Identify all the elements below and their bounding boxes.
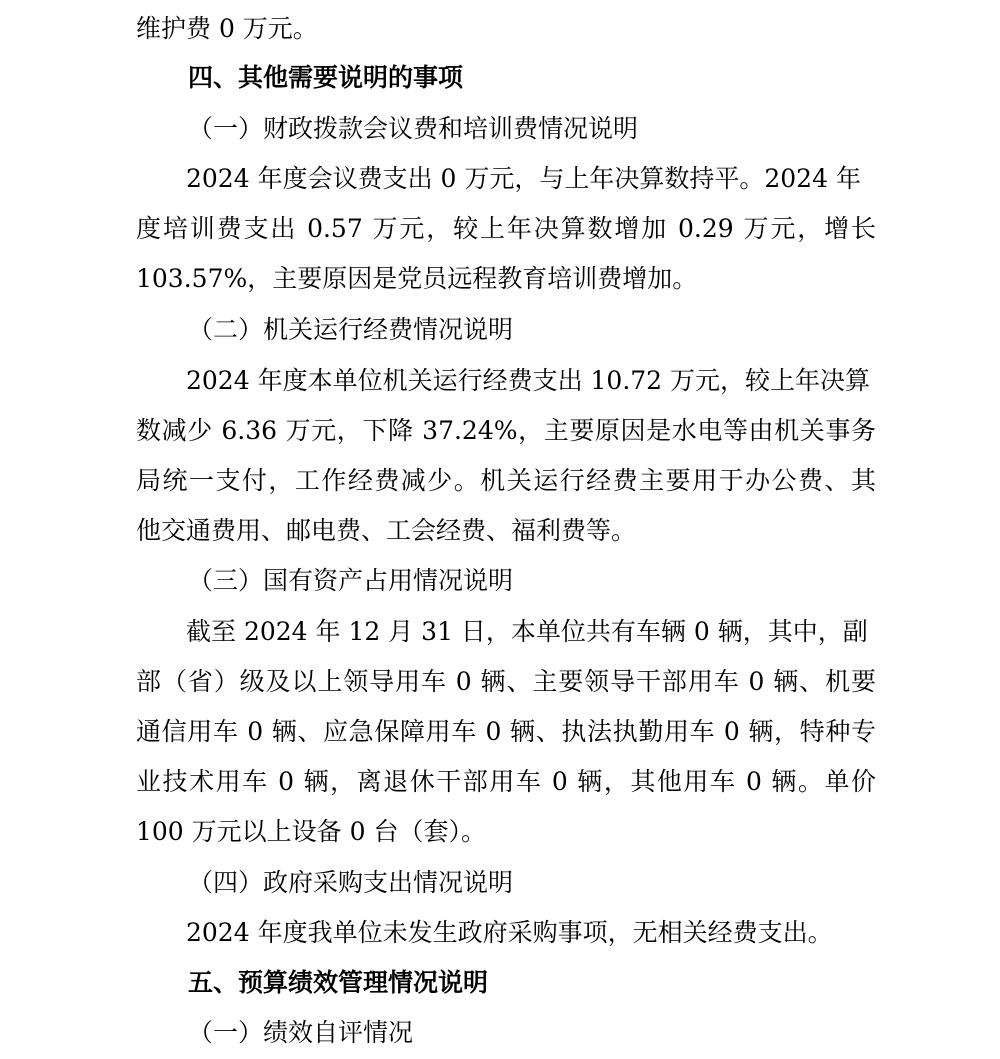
paragraph-line: 部（省）级及以上领导用车 0 辆、主要领导干部用车 0 辆、机要 [136, 667, 876, 696]
paragraph-line: 2024 年度会议费支出 0 万元，与上年决算数持平。2024 年 [186, 164, 861, 193]
section-heading: 五、预算绩效管理情况说明 [188, 968, 489, 997]
paragraph-line: 度培训费支出 0.57 万元，较上年决算数增加 0.29 万元，增长 [136, 214, 876, 243]
subsection-heading: （一）财政拨款会议费和培训费情况说明 [188, 114, 639, 143]
paragraph-line: 业技术用车 0 辆，离退休干部用车 0 辆，其他用车 0 辆。单价 [136, 767, 876, 796]
subsection-heading: （一）绩效自评情况 [188, 1018, 414, 1047]
subsection-heading: （四）政府采购支出情况说明 [188, 868, 514, 897]
paragraph-line: 截至 2024 年 12 月 31 日，本单位共有车辆 0 辆，其中，副 [186, 617, 868, 646]
paragraph-line: 100 万元以上设备 0 台（套）。 [136, 817, 486, 846]
paragraph-line: 2024 年度我单位未发生政府采购事项，无相关经费支出。 [186, 918, 833, 947]
paragraph-line: 他交通费用、邮电费、工会经费、福利费等。 [136, 516, 637, 545]
paragraph-line: 2024 年度本单位机关运行经费支出 10.72 万元，较上年决算 [186, 366, 871, 395]
subsection-heading: （二）机关运行经费情况说明 [188, 315, 514, 344]
subsection-heading: （三）国有资产占用情况说明 [188, 566, 514, 595]
section-heading: 四、其他需要说明的事项 [188, 63, 464, 92]
paragraph-line: 103.57%，主要原因是党员远程教育培训费增加。 [136, 264, 698, 293]
paragraph-line: 通信用车 0 辆、应急保障用车 0 辆、执法执勤用车 0 辆，特种专 [136, 717, 876, 746]
paragraph-line: 维护费 0 万元。 [136, 14, 318, 43]
paragraph-line: 局统一支付，工作经费减少。机关运行经费主要用于办公费、其 [136, 466, 876, 495]
paragraph-line: 数减少 6.36 万元，下降 37.24%，主要原因是水电等由机关事务 [136, 416, 876, 445]
